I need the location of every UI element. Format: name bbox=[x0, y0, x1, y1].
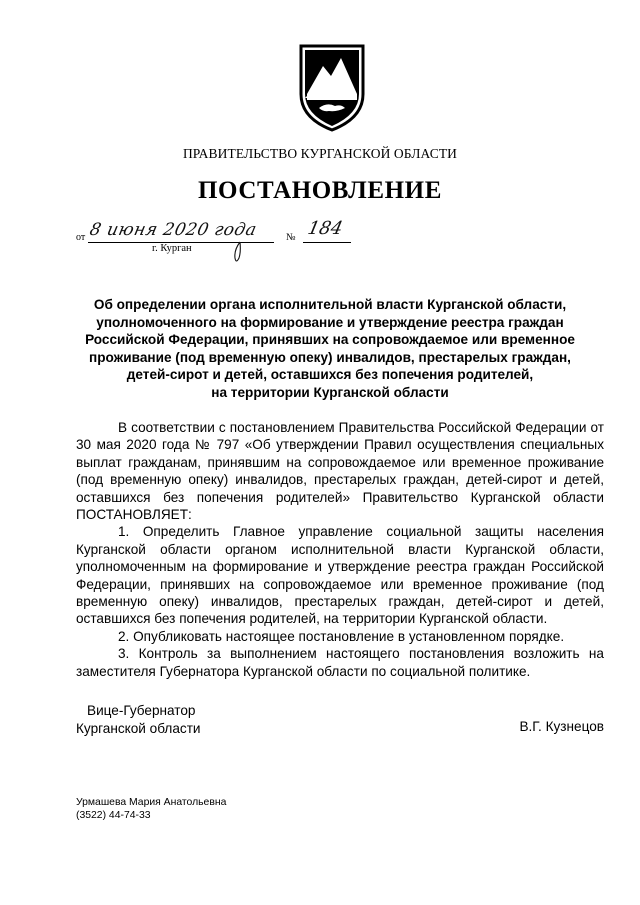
dateline bbox=[76, 218, 376, 262]
clause-3: 3. Контроль за выполнением настоящего постановления возложить на заместителя Губернатора Курганской области по социальной политике. bbox=[76, 646, 604, 679]
handwritten-number: 184 bbox=[305, 218, 345, 239]
clause-1: 1. Определить Главное управление социальной защиты населения Курганской области органом исполнительной власти Курганской области, уполномоченным на формирование и утверждение реестра граждан Российской Федерации, принявших на сопровождаемое или временное проживание (под временную опеку) инвалидов, престарелых граждан, детей-сирот и детей, оставшихся без попечения родителей, на территории Курганской области. bbox=[76, 524, 604, 627]
date-prefix: от bbox=[76, 232, 86, 243]
city-label: г. Курган bbox=[152, 243, 192, 254]
title-line: уполномоченного на формирование и утверждение реестра граждан bbox=[96, 314, 564, 330]
number-underline bbox=[303, 242, 351, 243]
title-line: проживание (под временную опеку) инвалидов, престарелых граждан, bbox=[89, 349, 571, 365]
position-line: Вице-Губернатор bbox=[87, 703, 196, 718]
title-line: Российской Федерации, принявших на сопровождаемое или временное bbox=[85, 332, 575, 347]
handwriting-stroke bbox=[231, 240, 245, 264]
resolution-body bbox=[76, 419, 604, 680]
signatory-name: В.Г. Кузнецов bbox=[519, 719, 604, 734]
executor-name: Урмашева Мария Анатольевна bbox=[76, 797, 227, 808]
handwritten-date: 8 июня 2020 года bbox=[87, 220, 259, 240]
document-type-heading: ПОСТАНОВЛЕНИЕ bbox=[197, 177, 443, 204]
executor-phone: (3522) 44-74-33 bbox=[76, 810, 151, 821]
preamble-paragraph: В соответствии с постановлением Правительства Российской Федерации от 30 мая 2020 года № 797 «Об утверждении Правил осуществления специальных выплат гражданам, принявшим на сопровождаемое или временное проживание (под временную опеку) инвалидов, престарелых граждан, детей-сирот и детей, оставшихся без попечения родителей» Правительство Курганской области ПОСТАНОВЛЯЕТ: bbox=[76, 420, 604, 523]
number-prefix: № bbox=[286, 232, 296, 243]
government-name: ПРАВИТЕЛЬСТВО КУРГАНСКОЙ ОБЛАСТИ bbox=[182, 146, 458, 161]
title-line: детей-сирот и детей, оставшихся без попечения родителей, bbox=[126, 367, 534, 382]
coat-of-arms-emblem bbox=[297, 42, 367, 132]
clause-2: 2. Опубликовать настоящее постановление в установленном порядке. bbox=[118, 628, 565, 644]
resolution-title bbox=[70, 296, 590, 401]
signatory-position bbox=[76, 702, 201, 737]
executor-contact bbox=[76, 796, 226, 822]
title-line: на территории Курганской области bbox=[211, 384, 449, 400]
position-line: Курганской области bbox=[76, 720, 201, 736]
title-line: Об определении органа исполнительной власти Курганской области, bbox=[93, 297, 567, 312]
